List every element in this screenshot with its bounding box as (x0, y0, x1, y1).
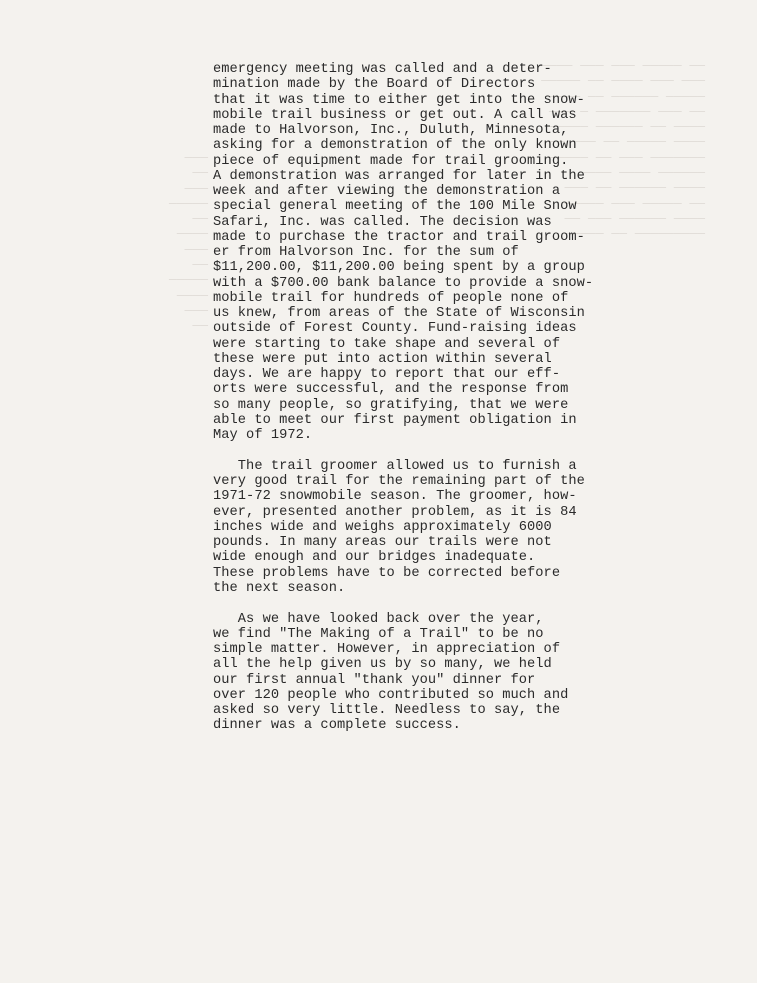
text-line: asking for a demonstration of the only known (213, 138, 577, 154)
text-line: May of 1972. (213, 428, 313, 443)
document-body (213, 62, 633, 734)
text-line: mobile trail for hundreds of people none of (213, 290, 569, 306)
text-line: 1971-72 snowmobile season. The groomer, how- (213, 489, 577, 505)
text-line: that it was time to either get into the snow- (213, 92, 585, 108)
text-line: pounds. In many areas our trails were not (213, 535, 552, 550)
text-line: mobile trail business or get out. A call was (213, 107, 577, 123)
paragraph-gap (213, 596, 633, 612)
paragraph-gap (213, 443, 633, 459)
text-line: over 120 people who contributed so much and (213, 687, 569, 703)
text-line: made to purchase the tractor and trail groom- (213, 229, 585, 245)
text-line: made to Halvorson, Inc., Duluth, Minnesota, (213, 123, 569, 138)
paragraph-3 (213, 612, 633, 734)
text-line: our first annual "thank you" dinner for (213, 672, 536, 688)
text-line: Safari, Inc. was called. The decision was (213, 214, 552, 230)
text-line: days. We are happy to report that our eff- (213, 367, 561, 382)
reverse-side-bleed-through: ―― ――――― ――― ――― ―――― ――― ――― ―――― ―― ――――― ――――― ―――――― ―― ―――― ―― ――― ――――――― ― ――― ―――― ―― ―――――― ――――― ―――― ――――― ―― ――― ―― ――――――― ――― ―― ――――― ―――――― ―――― ―――― ―――― ―――――― ―― ――― ―― ――――― ――― ――――― ―――― ―――――― ――― ―― ――――――――― ―― ――――― (541, 58, 705, 242)
text-line: The trail groomer allowed us to furnish a (213, 458, 577, 474)
text-line: As we have looked back over the year, (213, 611, 544, 627)
paragraph-1 (213, 62, 633, 443)
text-line: these were put into action within several (213, 351, 552, 367)
text-line: able to meet our first payment obligation in (213, 412, 577, 428)
reverse-side-bleed-through-margin: ――― ―― ――― ――――― ―― ―――― ――― ―― ――――― ―――― ――― ―― (168, 150, 208, 334)
text-line: with a $700.00 bank balance to provide a snow- (213, 275, 594, 291)
text-line: $11,200.00, $11,200.00 being spent by a group (213, 260, 585, 276)
paragraph-2 (213, 459, 633, 596)
text-line: so many people, so gratifying, that we were (213, 397, 569, 413)
text-line: inches wide and weighs approximately 6000 (213, 519, 552, 535)
text-line: er from Halvorson Inc. for the sum of (213, 245, 519, 260)
text-line: ever, presented another problem, as it is 84 (213, 504, 577, 520)
text-line: week and after viewing the demonstration a (213, 184, 561, 199)
text-line: very good trail for the remaining part of the (213, 474, 585, 489)
text-line: simple matter. However, in appreciation of (213, 642, 561, 657)
text-line: all the help given us by so many, we held (213, 657, 552, 673)
text-line: us knew, from areas of the State of Wisconsin (213, 306, 585, 321)
text-line: A demonstration was arranged for later in the (213, 168, 585, 184)
text-line: outside of Forest County. Fund-raising ideas (213, 321, 577, 337)
text-line: orts were successful, and the response from (213, 382, 569, 398)
text-line: were starting to take shape and several of (213, 336, 561, 352)
text-line: the next season. (213, 580, 346, 596)
text-line: emergency meeting was called and a deter- (213, 62, 552, 77)
text-line: dinner was a complete success. (213, 718, 461, 734)
text-line: These problems have to be corrected before (213, 565, 561, 581)
text-line: mination made by the Board of Directors (213, 77, 536, 93)
text-line: we find "The Making of a Trail" to be no (213, 626, 544, 642)
text-line: wide enough and our bridges inadequate. (213, 550, 536, 566)
text-line: special general meeting of the 100 Mile Snow (213, 199, 577, 215)
text-line: piece of equipment made for trail grooming. (213, 153, 569, 169)
text-line: asked so very little. Needless to say, the (213, 703, 561, 718)
